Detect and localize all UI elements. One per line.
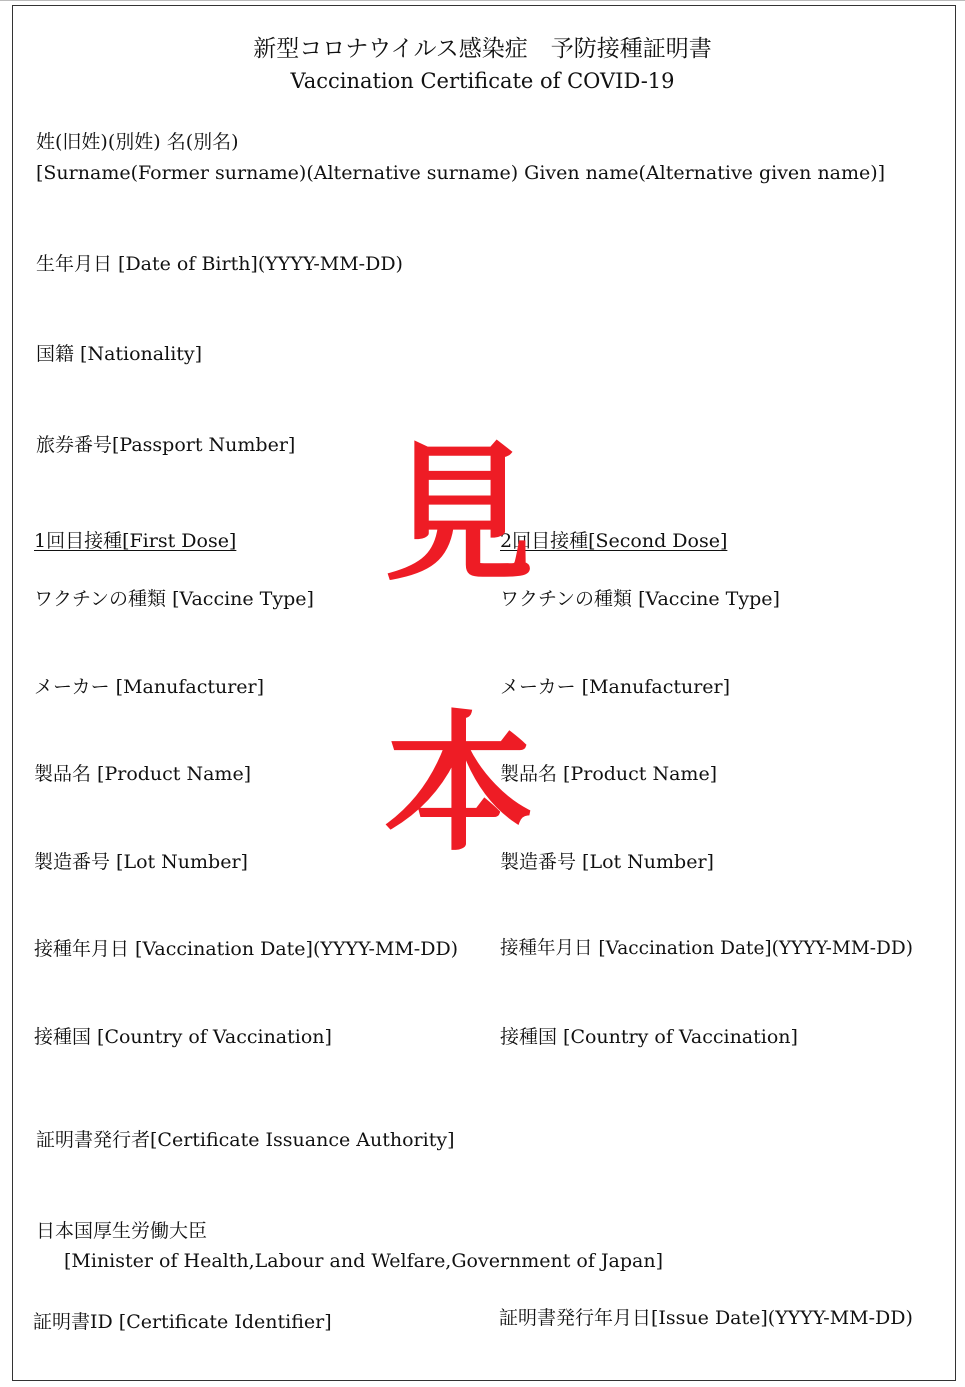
first-dose-lot-number: 製造番号 [Lot Number] — [34, 851, 248, 873]
second-dose-manufacturer: メーカー [Manufacturer] — [500, 676, 731, 698]
second-dose-lot-number: 製造番号 [Lot Number] — [500, 851, 714, 873]
first-dose-vaccination-date: 接種年月日 [Vaccination Date](YYYY-MM-DD) — [34, 938, 459, 960]
second-dose-vaccine-type: ワクチンの種類 [Vaccine Type] — [500, 588, 780, 610]
certificate-title-en: Vaccination Certificate of COVID-19 — [290, 69, 675, 93]
watermark-hon: 本 — [384, 698, 535, 872]
issuer-label: 証明書発行者[Certificate Issuance Authority] — [36, 1129, 455, 1151]
first-dose-vaccine-type: ワクチンの種類 [Vaccine Type] — [34, 588, 314, 610]
first-dose-product-name: 製品名 [Product Name] — [34, 763, 252, 785]
issue-date-label: 証明書発行年月日[Issue Date](YYYY-MM-DD) — [499, 1307, 913, 1329]
first-dose-manufacturer: メーカー [Manufacturer] — [34, 676, 265, 698]
second-dose-heading: 2回目接種[Second Dose] — [500, 530, 728, 552]
name-label-ja: 姓(旧姓)(別姓) 名(別名) — [36, 131, 239, 153]
issuer-name-en: [Minister of Health,Labour and Welfare,Government of Japan] — [64, 1250, 664, 1272]
certificate-title-ja: 新型コロナウイルス感染症 予防接種証明書 — [253, 36, 712, 62]
nationality-label: 国籍 [Nationality] — [36, 343, 203, 365]
dob-label: 生年月日 [Date of Birth](YYYY-MM-DD) — [36, 253, 403, 275]
first-dose-country: 接種国 [Country of Vaccination] — [34, 1026, 332, 1048]
passport-label: 旅券番号[Passport Number] — [36, 434, 296, 456]
second-dose-product-name: 製品名 [Product Name] — [500, 763, 718, 785]
second-dose-vaccination-date: 接種年月日 [Vaccination Date](YYYY-MM-DD) — [500, 938, 913, 959]
first-dose-heading: 1回目接種[First Dose] — [34, 530, 237, 552]
watermark-mi: 見 — [384, 428, 535, 602]
second-dose-country: 接種国 [Country of Vaccination] — [500, 1026, 798, 1048]
issuer-name-ja: 日本国厚生労働大臣 — [36, 1220, 208, 1242]
certificate-id-label: 証明書ID [Certificate Identifier] — [33, 1311, 332, 1333]
name-label-en: [Surname(Former surname)(Alternative surname) Given name(Alternative given name)] — [36, 162, 886, 184]
